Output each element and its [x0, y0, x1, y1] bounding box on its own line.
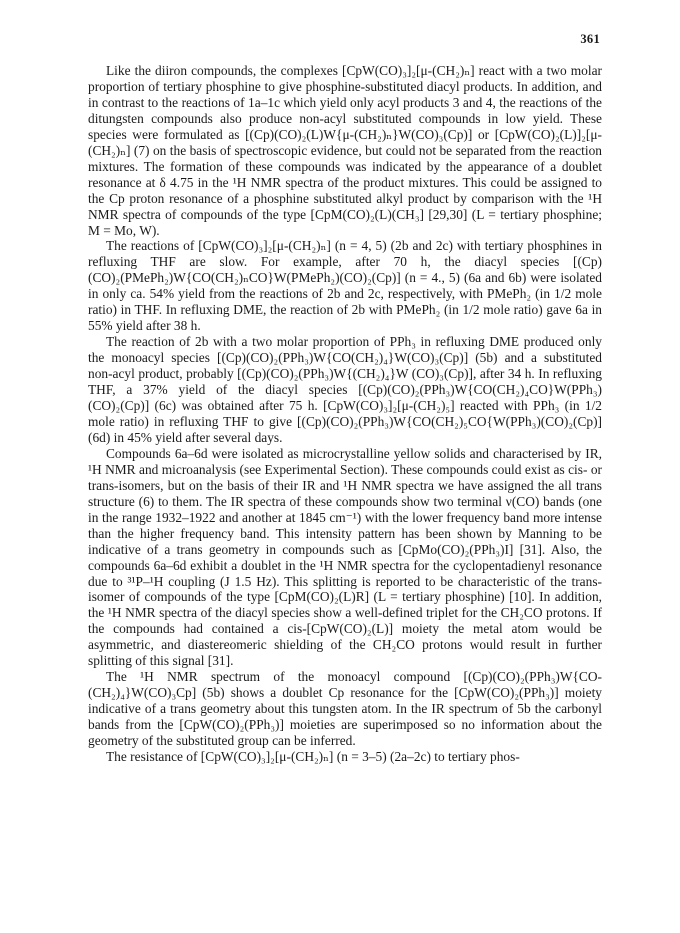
paragraph-6: The resistance of [CpW(CO)₃]₂[μ-(CH₂)ₙ] (n = 3–5) (2a–2c) to tertiary phos-: [106, 748, 520, 764]
paragraph-4: Compounds 6a–6d were isolated as microcrystalline yellow solids and characterised by IR, ¹H NMR and microanalysis (see Experimental Section). These compounds could exist as cis- or trans-isomers, but on the basis of their IR and ¹H NMR spectra we have assigned the all trans structure (6) to them. The IR spectra of these compounds show two terminal ν(CO) bands (one in the range 1932–1922 and another at 1845 cm⁻¹) with the lower frequency band more intense than the higher frequency band. This intensity pattern has been shown by Manning to be indicative of a trans geometry in compounds such as [CpMo(CO)₂(PPh₃)I] [31]. Also, the compounds 6a–6d exhibit a doublet in the ¹H NMR spectra for the cyclopentadienyl resonance due to ³¹P–¹H coupling (J 1.5 Hz). This splitting is reported to be characteristic of the trans-isomer of compounds of the type [CpM(CO)₂(L)R] (L = tertiary phosphine) [10]. In addition, the ¹H NMR spectra of the diacyl species show a well-defined triplet for the CH₂CO protons. If the compounds had contained a cis-[CpW(CO)₂(L)] moiety the metal atom would be asymmetric, and diastereomeric shielding of the CH₂CO protons would result in further splitting of this signal [31].: [88, 445, 602, 669]
article-body: [88, 63, 602, 765]
paragraph-2: The reactions of [CpW(CO)₃]₂[μ-(CH₂)ₙ] (n = 4, 5) (2b and 2c) with tertiary phosphines in refluxing THF are slow. For example, after 70 h, the diacyl species [(Cp)(CO)₂(PMePh₂)W{CO(CH₂)ₙCO}W(PMePh₂)(CO)₂(Cp)] (n = 4., 5) (6a and 6b) were isolated in only ca. 54% yield from the reactions of 2b and 2c, respectively, with PMePh₂ (in 1/2 mole ratio) in THF. In refluxing DME, the reaction of 2b with PMePh₂ (in 1/2 mole ratio) gave 6a in 55% yield after 38 h.: [88, 238, 602, 334]
paragraph-5: The ¹H NMR spectrum of the monoacyl compound [(Cp)(CO)₂(PPh₃)W{CO-(CH₂)₄}W(CO)₃Cp] (5b) shows a doublet Cp resonance for the [CpW(CO)₂(PPh₃)] moiety indicative of a trans geometry about this tungsten atom. In the IR spectrum of 5b the carbonyl bands from the [CpW(CO)₂(PPh₃)] moieties are superimposed so no information about the geometry of the substituted group can be inferred.: [88, 669, 602, 749]
paragraph-3: The reaction of 2b with a two molar proportion of PPh₃ in refluxing DME produced only the monoacyl species [(Cp)(CO)₂(PPh₃)W{CO(CH₂)₄}W(CO)₃(Cp)] (5b) and a substituted non-acyl product, probably [(Cp)(CO)₂(PPh₃)W{(CH₂)₄}W (CO)₃(Cp)], after 34 h. In refluxing THF, a 37% yield of the diacyl species [(Cp)(CO)₂(PPh₃)W{CO(CH₂)₄CO}W(PPh₃)(CO)₂(Cp)] (6c) was obtained after 75 h. [CpW(CO)₃]₂[μ-(CH₂)₅] reacted with PPh₃ (in 1/2 mole ratio) in refluxing THF to give [(Cp)(CO)₂(PPh₃)W{CO(CH₂)₅CO{W(PPh₃)(CO)₂(Cp)] (6d) in 45% yield after several days.: [88, 334, 602, 445]
page-number: 361: [580, 32, 600, 46]
paragraph-1: Like the diiron compounds, the complexes [CpW(CO)₃]₂[μ-(CH₂)ₙ] react with a two molar proportion of tertiary phosphine to give phosphine-substituted diacyl products. In addition, and in contrast to the reactions of 1a–1c which yield only acyl products 3 and 4, the reactions of the ditungsten compounds also produce non-acyl substituted compounds in low yield. These species were formulated as [(Cp)(CO)₂(L)W{μ-(CH₂)ₙ}W(CO)₃(Cp)] or [CpW(CO)₂(L)]₂[μ-(CH₂)ₙ] (7) on the basis of spectroscopic evidence, but could not be separated from the reaction mixtures. The formation of these compounds was indicated by the appearance of a doublet resonance at δ 4.75 in the ¹H NMR spectra of the product mixtures. This could be assigned to the Cp proton resonance of a phosphine substituted alkyl product by comparison with the ¹H NMR spectra of compounds of the type [CpM(CO)₂(L)(CH₃] [29,30] (L = tertiary phosphine; M = Mo, W).: [88, 63, 602, 238]
